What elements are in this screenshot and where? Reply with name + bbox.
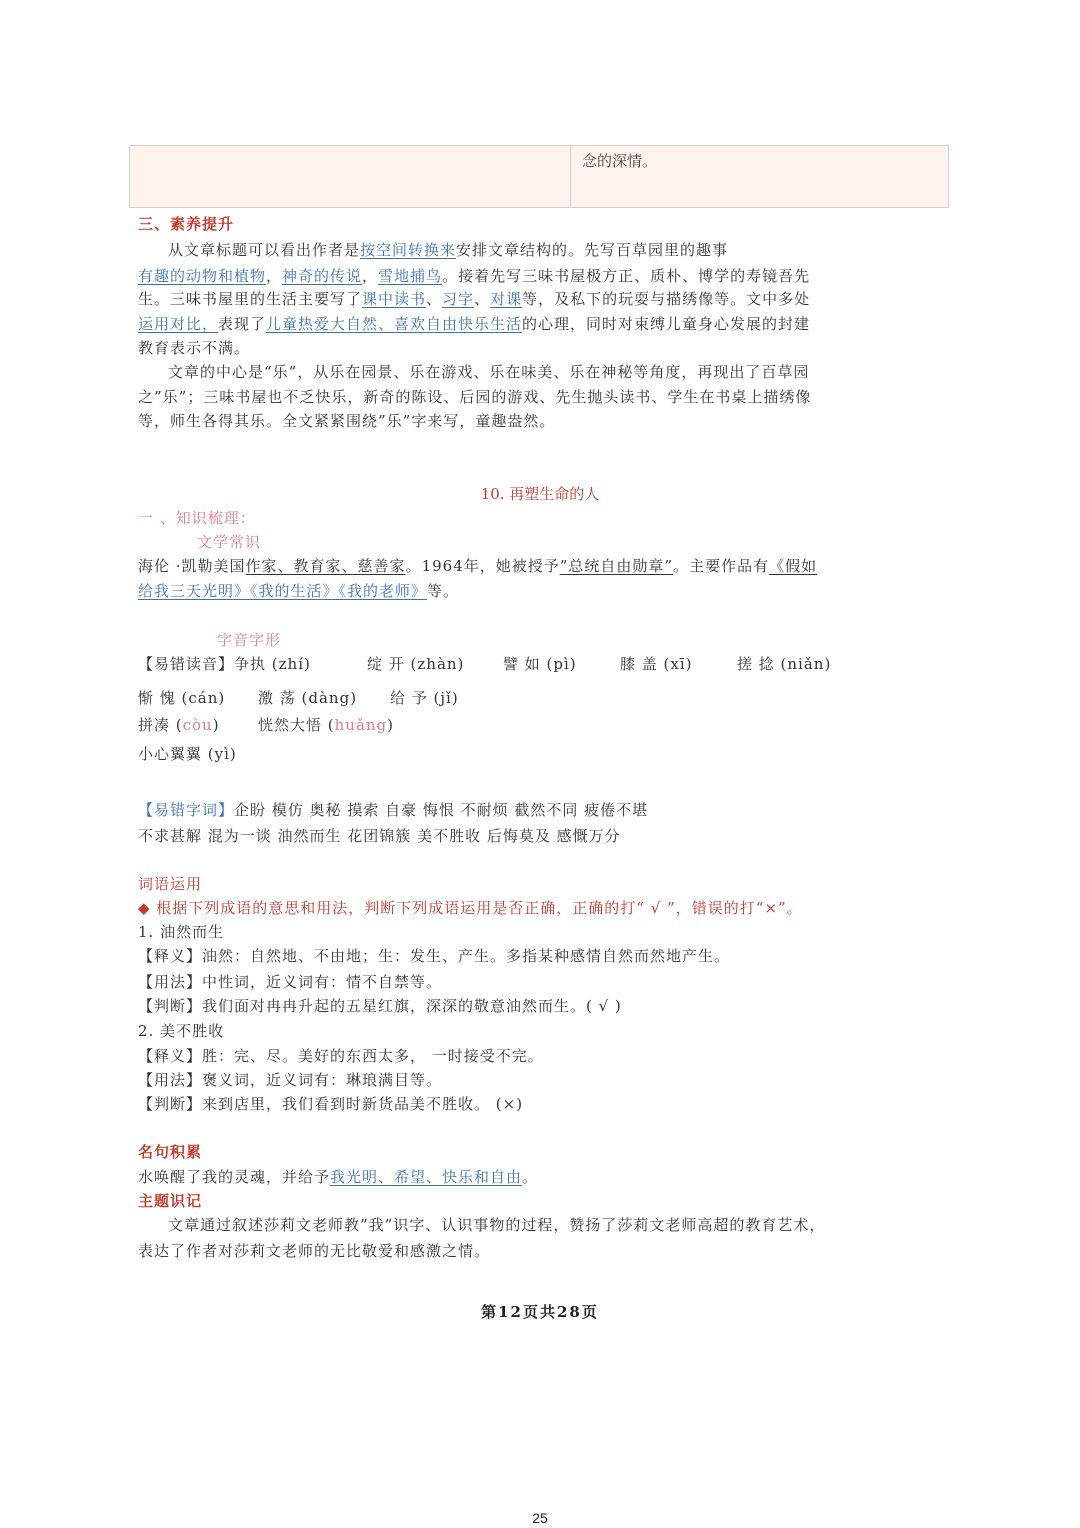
table-cell: 念的深情。 xyxy=(582,152,658,170)
paragraph-line: 从文章标题可以看出作者是按空间转换来安排文章结构的。先写百草园里的趣事 xyxy=(168,241,729,259)
paragraph-line: 水唤醒了我的灵魂，并给予我光明、希望、快乐和自由。 xyxy=(138,1168,539,1186)
paragraph-line: 文章通过叙述莎莉文老师教”我”识字、认识事物的过程，赞扬了莎莉文老师高超的教育艺术， xyxy=(168,1216,826,1234)
word-row: 不求甚解 混为一谈 油然而生 花团锦簇 美不胜收 后悔莫及 感慨万分 xyxy=(138,827,621,845)
list-item: 【判断】来到店里，我们看到时新货品美不胜收。 (×) xyxy=(138,1095,524,1113)
pronunciation-item: 譬 如 (pì) xyxy=(503,655,577,673)
paragraph-line: 生。三味书屋里的生活主要写了课中读书、习字、对课等，及私下的玩耍与描绣像等。文中多处 xyxy=(138,290,811,308)
pronunciation-item: 膝 盖 (xī) xyxy=(620,655,693,673)
paragraph-line: 海伦 ·凯勒美国作家、教育家、慈善家。1964年，她被授予”总统自由勋章”。主要作品有《假如 xyxy=(138,557,818,575)
pronunciation-item: 激 荡 (dàng) xyxy=(258,689,358,707)
table-row xyxy=(129,145,949,208)
lesson-title: 10. 再塑生命的人 xyxy=(480,485,600,503)
table-divider xyxy=(570,146,571,207)
paragraph-line: 给我三天光明》《我的生活》《我的老师》等。 xyxy=(138,582,460,600)
paragraph-line: 等，师生各得其乐。全文紧紧围绕”乐”字来写，童趣盎然。 xyxy=(138,412,556,430)
list-item: 2. 美不胜收 xyxy=(138,1022,225,1040)
section-heading: 一 、知识梳理： xyxy=(138,509,256,527)
subsection-heading: 主题识记 xyxy=(138,1192,203,1210)
paragraph-line: 有趣的动物和植物，神奇的传说，雪地捕鸟。接着先写三味书屋极方正、质朴、博学的寿镜吾先 xyxy=(138,267,811,285)
subsection-heading: 文学常识 xyxy=(197,533,262,551)
pronunciation-item: 绽 开 (zhàn) xyxy=(367,655,465,673)
list-item: 【用法】中性词，近义词有：情不自禁等。 xyxy=(138,973,443,991)
pronunciation-item: 搓 捻 (niǎn) xyxy=(737,655,832,673)
word-row: 【易错字词】企盼 模仿 奥秘 摸索 自豪 悔恨 不耐烦 截然不同 疲倦不堪 xyxy=(138,801,649,819)
subsection-heading: 名句积累 xyxy=(138,1143,203,1161)
subsection-heading: 字音字形 xyxy=(217,631,282,649)
pronunciation-item: 给 予 (jǐ) xyxy=(390,689,459,707)
paragraph-line: 运用对比，表现了儿童热爱大自然、喜欢自由快乐生活的心理，同时对束缚儿童身心发展的封建 xyxy=(138,315,811,333)
section-heading: 三、素养提升 xyxy=(138,215,235,233)
list-item: 1. 油然而生 xyxy=(138,923,225,941)
list-item: 【判断】我们面对冉冉升起的五星红旗，深深的敬意油然而生。( √ ) xyxy=(138,997,622,1015)
paragraph-line: 教育表示不满。 xyxy=(138,339,251,357)
list-item: 【释义】胜：完、尽。美好的东西太多， 一时接受不完。 xyxy=(138,1047,544,1065)
pronunciation-item: 恍然大悟 (huǎng) xyxy=(258,716,395,734)
instruction: ◆ 根据下列成语的意思和用法，判断下列成语运用是否正确，正确的打“ √ ”，错误的打“×”。 xyxy=(138,899,803,917)
page-footer: 第12页共28页 xyxy=(481,1303,599,1321)
page-number: 25 xyxy=(532,1510,548,1526)
list-item: 【释义】油然：自然地、不由地；生：发生、产生。多指某种感情自然而然地产生。 xyxy=(138,947,731,965)
paragraph-line: 表达了作者对莎莉文老师的无比敬爱和感激之情。 xyxy=(138,1242,491,1260)
subsection-heading: 词语运用 xyxy=(138,875,203,893)
paragraph-line: 之”乐”；三味书屋也不乏快乐，新奇的陈设、后园的游戏、先生抛头读书、学生在书桌上描绣像 xyxy=(138,388,812,406)
pronunciation-item: 惭 愧 (cán) xyxy=(138,689,226,707)
pronunciation-row: 【易错读音】争执 (zhí) xyxy=(138,655,311,673)
pronunciation-item: 拼凑 (còu) xyxy=(138,716,220,734)
paragraph-line: 文章的中心是“乐”，从乐在园景、乐在游戏、乐在味美、乐在神秘等角度，再现出了百草园 xyxy=(168,363,810,381)
list-item: 【用法】褒义词，近义词有：琳琅满目等。 xyxy=(138,1071,443,1089)
pronunciation-item: 小心翼翼 (yì) xyxy=(138,745,237,763)
